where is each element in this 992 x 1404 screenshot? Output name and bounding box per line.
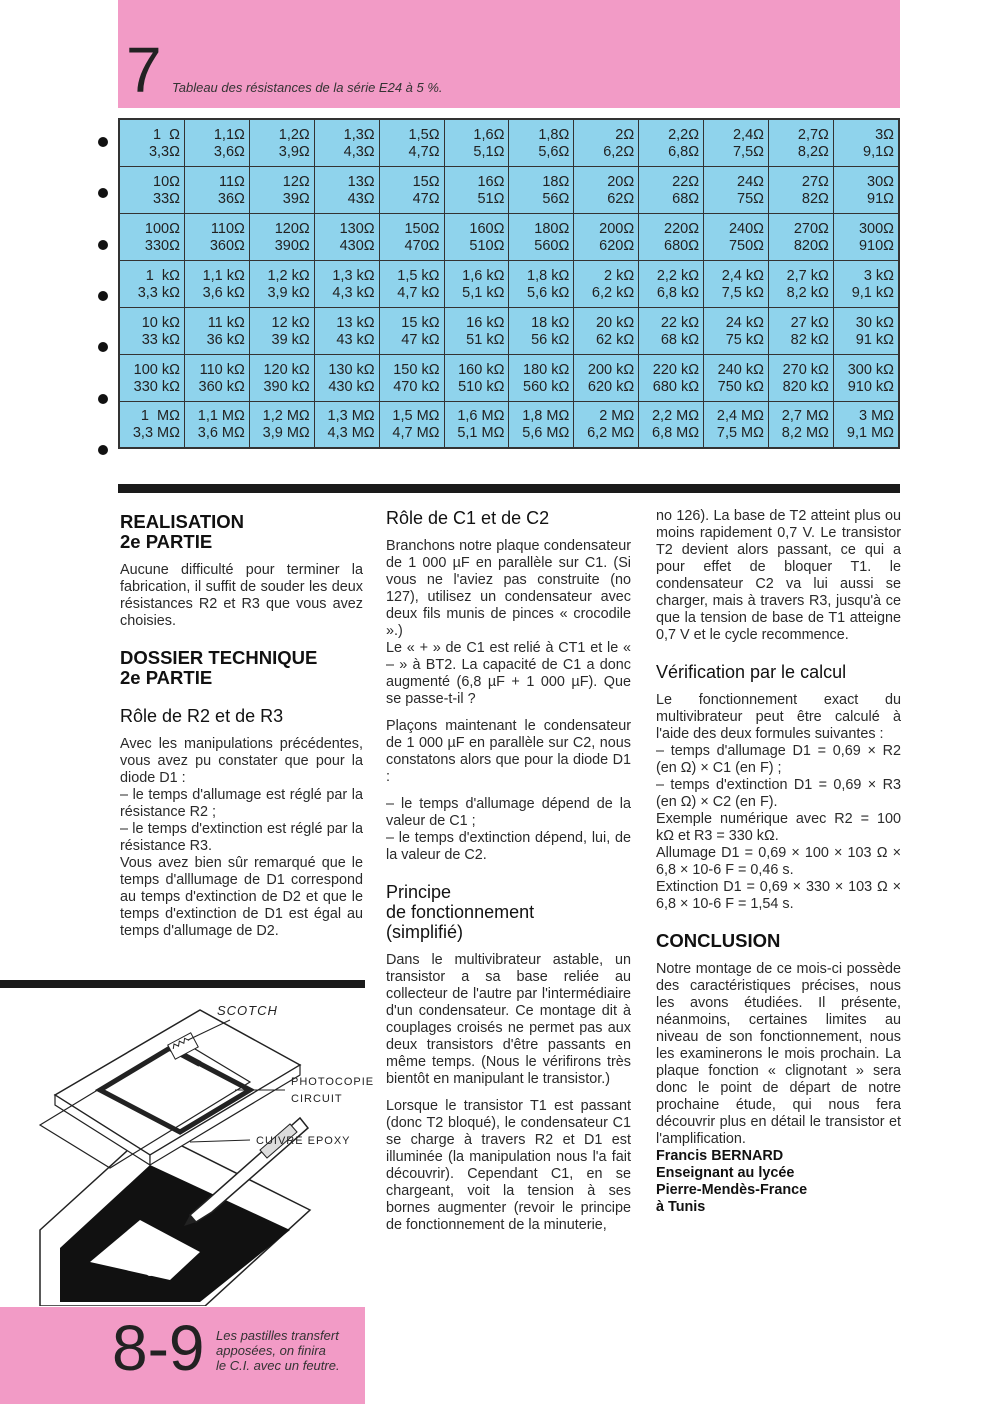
table-cell: 3 kΩ 9,1 kΩ <box>833 260 899 307</box>
author-school: Pierre-Mendès-France <box>656 1182 808 1198</box>
label-photocopie: PHOTOCOPIE <box>291 1076 375 1088</box>
table-cell: 30 kΩ 91 kΩ <box>833 307 899 354</box>
paragraph-verification: Exemple numérique avec R2 = 100 kΩ et R3 = 330 kΩ. <box>656 811 901 844</box>
table-cell: 100 kΩ 330 kΩ <box>119 354 184 401</box>
table-cell: 1,2Ω 3,9Ω <box>249 119 314 166</box>
paragraph-principe: Lorsque le transistor T1 est passant (donc T2 bloqué), le condensateur C1 se charge à travers R2 et D1 est illuminée (la manipulation nous l'a fait découvrir). Cependant C1, en se chargeant, voit la tension à ses bornes augmenter (revoir le principe de fonctionnement de la minuterie, <box>386 1098 631 1233</box>
table-cell: 10 kΩ 33 kΩ <box>119 307 184 354</box>
table-cell: 240 kΩ 750 kΩ <box>704 354 769 401</box>
heading-principe: (simplifié) <box>386 922 464 942</box>
table-cell: 2,7 MΩ 8,2 MΩ <box>768 401 833 448</box>
table-row <box>119 119 899 166</box>
table-cell: 110 kΩ 360 kΩ <box>184 354 249 401</box>
table-cell: 160Ω 510Ω <box>444 213 509 260</box>
table-cell: 16 kΩ 51 kΩ <box>444 307 509 354</box>
table-cell: 3Ω 9,1Ω <box>833 119 899 166</box>
table-cell: 2,2Ω 6,8Ω <box>639 119 704 166</box>
row-bullet <box>98 394 108 404</box>
table-cell: 2Ω 6,2Ω <box>574 119 639 166</box>
table-cell: 270 kΩ 820 kΩ <box>768 354 833 401</box>
paragraph-role: Avec les manipulations précédentes, vous avez pu constater que pour la diode D1 : <box>120 736 363 786</box>
paragraph-conclusion: Notre montage de ce mois-ci possède des caractéristiques précises, nous les avons étudiées. Il présente, néanmoins, certaines limites au niveau de son fonctionnement, nous les examinerons le mois prochain. La plaque fonction « clignotant » sera donc le point de départ de notre prochaine étude, qui nous fera découvrir plus en détail le transistor et l'amplification. <box>656 961 901 1147</box>
table-cell: 2 MΩ 6,2 MΩ <box>574 401 639 448</box>
table-cell: 22 kΩ 68 kΩ <box>639 307 704 354</box>
paragraph-verification: – temps d'extinction D1 = 0,69 × R3 (en Ω) × C2 (en F). <box>656 777 901 810</box>
paragraph-principe: Dans le multivibrateur astable, un transistor a sa base reliée au collecteur de l'autre par l'intermédiaire d'un condensateur. Ce montage dit à couplages croisés ne permet pas aux deux transistors d'être passants en même temps. (Nous le vérifirons très bientôt en manipulant le transistor.) <box>386 952 631 1087</box>
label-cuivre-epoxy: CUIVRE EPOXY <box>256 1135 351 1147</box>
author-name: Francis BERNARD <box>656 1148 784 1164</box>
table-cell: 1,6Ω 5,1Ω <box>444 119 509 166</box>
table-cell: 27Ω 82Ω <box>768 166 833 213</box>
table-row <box>119 213 899 260</box>
table-cell: 24Ω 75Ω <box>704 166 769 213</box>
table-cell: 2 kΩ 6,2 kΩ <box>574 260 639 307</box>
heading-realisation: REALISATION <box>120 511 245 532</box>
heading-dossier-part: 2e PARTIE <box>120 667 213 688</box>
row-bullet <box>98 240 108 250</box>
table-cell: 300Ω 910Ω <box>833 213 899 260</box>
table-cell: 1,8 MΩ 5,6 MΩ <box>509 401 574 448</box>
heading-principe: de fonctionnement <box>386 902 535 922</box>
table-cell: 1 MΩ 3,3 MΩ <box>119 401 184 448</box>
table-row <box>119 260 899 307</box>
pcb-transfer-illustration <box>0 990 365 1306</box>
table-cell: 27 kΩ 82 kΩ <box>768 307 833 354</box>
paragraph-verification: Allumage D1 = 0,69 × 100 × 103 Ω × 6,8 × 10-6 F = 0,46 s. <box>656 845 901 878</box>
paragraph-realisation: Aucune difficulté pour terminer la fabrication, il suffit de souder les deux résistances R2 et R3 que vous avez choisies. <box>120 562 363 629</box>
table-cell: 22Ω 68Ω <box>639 166 704 213</box>
table-row <box>119 401 899 448</box>
table-cell: 1,5Ω 4,7Ω <box>379 119 444 166</box>
heading-realisation-part: 2e PARTIE <box>120 531 213 552</box>
table-cell: 1,1 MΩ 3,6 MΩ <box>184 401 249 448</box>
table-cell: 12Ω 39Ω <box>249 166 314 213</box>
table-cell: 15 kΩ 47 kΩ <box>379 307 444 354</box>
table-cell: 100Ω 330Ω <box>119 213 184 260</box>
paragraph-c2: – le temps d'allumage dépend de la valeur de C1 ; <box>386 796 631 829</box>
table-cell: 1,8Ω 5,6Ω <box>509 119 574 166</box>
table-cell: 1,6 MΩ 5,1 MΩ <box>444 401 509 448</box>
table-cell: 20 kΩ 62 kΩ <box>574 307 639 354</box>
figure-divider <box>0 980 365 988</box>
table-cell: 1,8 kΩ 5,6 kΩ <box>509 260 574 307</box>
table-row <box>119 354 899 401</box>
table-cell: 18 kΩ 56 kΩ <box>509 307 574 354</box>
table-cell: 240Ω 750Ω <box>704 213 769 260</box>
heading-verification: Vérification par le calcul <box>656 662 847 682</box>
table-cell: 200 kΩ 620 kΩ <box>574 354 639 401</box>
table-cell: 30Ω 91Ω <box>833 166 899 213</box>
table-cell: 270Ω 820Ω <box>768 213 833 260</box>
row-bullet <box>98 291 108 301</box>
table-cell: 1,3 MΩ 4,3 MΩ <box>314 401 379 448</box>
table-cell: 11Ω 36Ω <box>184 166 249 213</box>
column-3 <box>656 508 901 1216</box>
table-row <box>119 307 899 354</box>
figure-7-caption: Tableau des résistances de la série E24 à 5 %. <box>172 80 443 95</box>
caption-line: Les pastilles transfert <box>216 1328 339 1343</box>
table-cell: 1,3Ω 4,3Ω <box>314 119 379 166</box>
figure-7-number: 7 <box>126 34 162 106</box>
row-bullet <box>98 137 108 147</box>
table-cell: 18Ω 56Ω <box>509 166 574 213</box>
column-1 <box>120 512 363 940</box>
table-cell: 1 Ω 3,3Ω <box>119 119 184 166</box>
row-bullet <box>98 445 108 455</box>
label-circuit: CIRCUIT <box>291 1093 343 1105</box>
paragraph-role: – le temps d'extinction est réglé par la résistance R3. <box>120 821 363 854</box>
table-cell: 12 kΩ 39 kΩ <box>249 307 314 354</box>
table-cell: 3 MΩ 9,1 MΩ <box>833 401 899 448</box>
table-cell: 13 kΩ 43 kΩ <box>314 307 379 354</box>
table-cell: 1 kΩ 3,3 kΩ <box>119 260 184 307</box>
paragraph-verification: – temps d'allumage D1 = 0,69 × R2 (en Ω) × C1 (en F) ; <box>656 743 901 776</box>
table-cell: 16Ω 51Ω <box>444 166 509 213</box>
table-cell: 2,4Ω 7,5Ω <box>704 119 769 166</box>
table-cell: 120Ω 390Ω <box>249 213 314 260</box>
heading-role-c1-c2: Rôle de C1 et de C2 <box>386 508 550 528</box>
table-cell: 11 kΩ 36 kΩ <box>184 307 249 354</box>
table-cell: 130Ω 430Ω <box>314 213 379 260</box>
figure-8-9-caption <box>216 1328 340 1373</box>
table-cell: 1,1 kΩ 3,6 kΩ <box>184 260 249 307</box>
table-cell: 2,2 kΩ 6,8 kΩ <box>639 260 704 307</box>
heading-role-r2-r3: Rôle de R2 et de R3 <box>120 706 284 726</box>
heading-principe: Principe <box>386 882 452 902</box>
author-city: à Tunis <box>656 1199 706 1215</box>
paragraph-verification: Le fonctionnement exact du multivibrateur peut être calculé à l'aide des deux formules suivantes : <box>656 692 901 742</box>
table-cell: 1,6 kΩ 5,1 kΩ <box>444 260 509 307</box>
table-cell: 110Ω 360Ω <box>184 213 249 260</box>
row-bullet <box>98 342 108 352</box>
table-cell: 180 kΩ 560 kΩ <box>509 354 574 401</box>
paragraph-verification: Extinction D1 = 0,69 × 330 × 103 Ω × 6,8 × 10-6 F = 1,54 s. <box>656 879 901 912</box>
table-cell: 2,7 kΩ 8,2 kΩ <box>768 260 833 307</box>
table-cell: 120 kΩ 390 kΩ <box>249 354 314 401</box>
caption-line: le C.I. avec un feutre. <box>216 1358 340 1373</box>
table-cell: 150 kΩ 470 kΩ <box>379 354 444 401</box>
table-cell: 130 kΩ 430 kΩ <box>314 354 379 401</box>
table-cell: 1,3 kΩ 4,3 kΩ <box>314 260 379 307</box>
table-cell: 2,4 MΩ 7,5 MΩ <box>704 401 769 448</box>
paragraph-c1: Branchons notre plaque condensateur de 1 000 µF en parallèle sur C1. (Si vous ne l'aviez pas construite (no 127), utilisez un condensateur avec deux fils munis de pinces « crocodile ».) <box>386 538 631 639</box>
table-cell: 1,5 MΩ 4,7 MΩ <box>379 401 444 448</box>
table-cell: 1,2 MΩ 3,9 MΩ <box>249 401 314 448</box>
table-cell: 1,5 kΩ 4,7 kΩ <box>379 260 444 307</box>
paragraph-c2: – le temps d'extinction dépend, lui, de la valeur de C2. <box>386 830 631 863</box>
table-cell: 200Ω 620Ω <box>574 213 639 260</box>
table-cell: 2,2 MΩ 6,8 MΩ <box>639 401 704 448</box>
table-cell: 2,4 kΩ 7,5 kΩ <box>704 260 769 307</box>
caption-line: apposées, on finira <box>216 1343 326 1358</box>
table-cell: 20Ω 62Ω <box>574 166 639 213</box>
resistor-e24-table <box>118 118 900 449</box>
paragraph-role: – le temps d'allumage est réglé par la résistance R2 ; <box>120 787 363 820</box>
table-cell: 220 kΩ 680 kΩ <box>639 354 704 401</box>
paragraph-continuation: no 126). La base de T2 atteint plus ou moins rapidement 0,7 V. Le transistor T2 devient alors passant, ce qui a pour effet de bloquer T1. le condensateur C2 va lui aussi se charger, mais à travers R3, jusqu'à ce que la tension de base de T1 atteigne 0,7 V et le cycle recommence. <box>656 508 901 643</box>
paragraph-c2: Plaçons maintenant le condensateur de 1 000 µF en parallèle sur C2, nous constatons alors que pour la diode D1 : <box>386 718 631 785</box>
section-divider <box>118 484 900 493</box>
table-cell: 2,7Ω 8,2Ω <box>768 119 833 166</box>
table-cell: 180Ω 560Ω <box>509 213 574 260</box>
table-cell: 24 kΩ 75 kΩ <box>704 307 769 354</box>
column-2 <box>386 508 631 1234</box>
table-row <box>119 166 899 213</box>
table-cell: 220Ω 680Ω <box>639 213 704 260</box>
heading-dossier: DOSSIER TECHNIQUE <box>120 647 318 668</box>
row-bullet <box>98 188 108 198</box>
figure-8-9-number: 8-9 <box>112 1312 205 1384</box>
label-scotch: SCOTCH <box>217 1003 278 1018</box>
table-cell: 300 kΩ 910 kΩ <box>833 354 899 401</box>
paragraph-c1: Le « + » de C1 est relié à CT1 et le « – » à BT2. La capacité de C1 a donc augmenté (6,8 µF + 1 000 µF). Que se passe-t-il ? <box>386 640 631 707</box>
table-cell: 13Ω 43Ω <box>314 166 379 213</box>
heading-conclusion: CONCLUSION <box>656 930 781 951</box>
paragraph-role: Vous avez bien sûr remarqué que le temps d'alllumage de D1 correspond au temps d'extinction de D2 et que le temps d'extinction de D1 est égal au temps d'allumage de D2. <box>120 855 363 939</box>
table-cell: 10Ω 33Ω <box>119 166 184 213</box>
table-cell: 160 kΩ 510 kΩ <box>444 354 509 401</box>
table-cell: 1,1Ω 3,6Ω <box>184 119 249 166</box>
author-title: Enseignant au lycée <box>656 1165 795 1181</box>
table-cell: 15Ω 47Ω <box>379 166 444 213</box>
table-cell: 1,2 kΩ 3,9 kΩ <box>249 260 314 307</box>
table-cell: 150Ω 470Ω <box>379 213 444 260</box>
